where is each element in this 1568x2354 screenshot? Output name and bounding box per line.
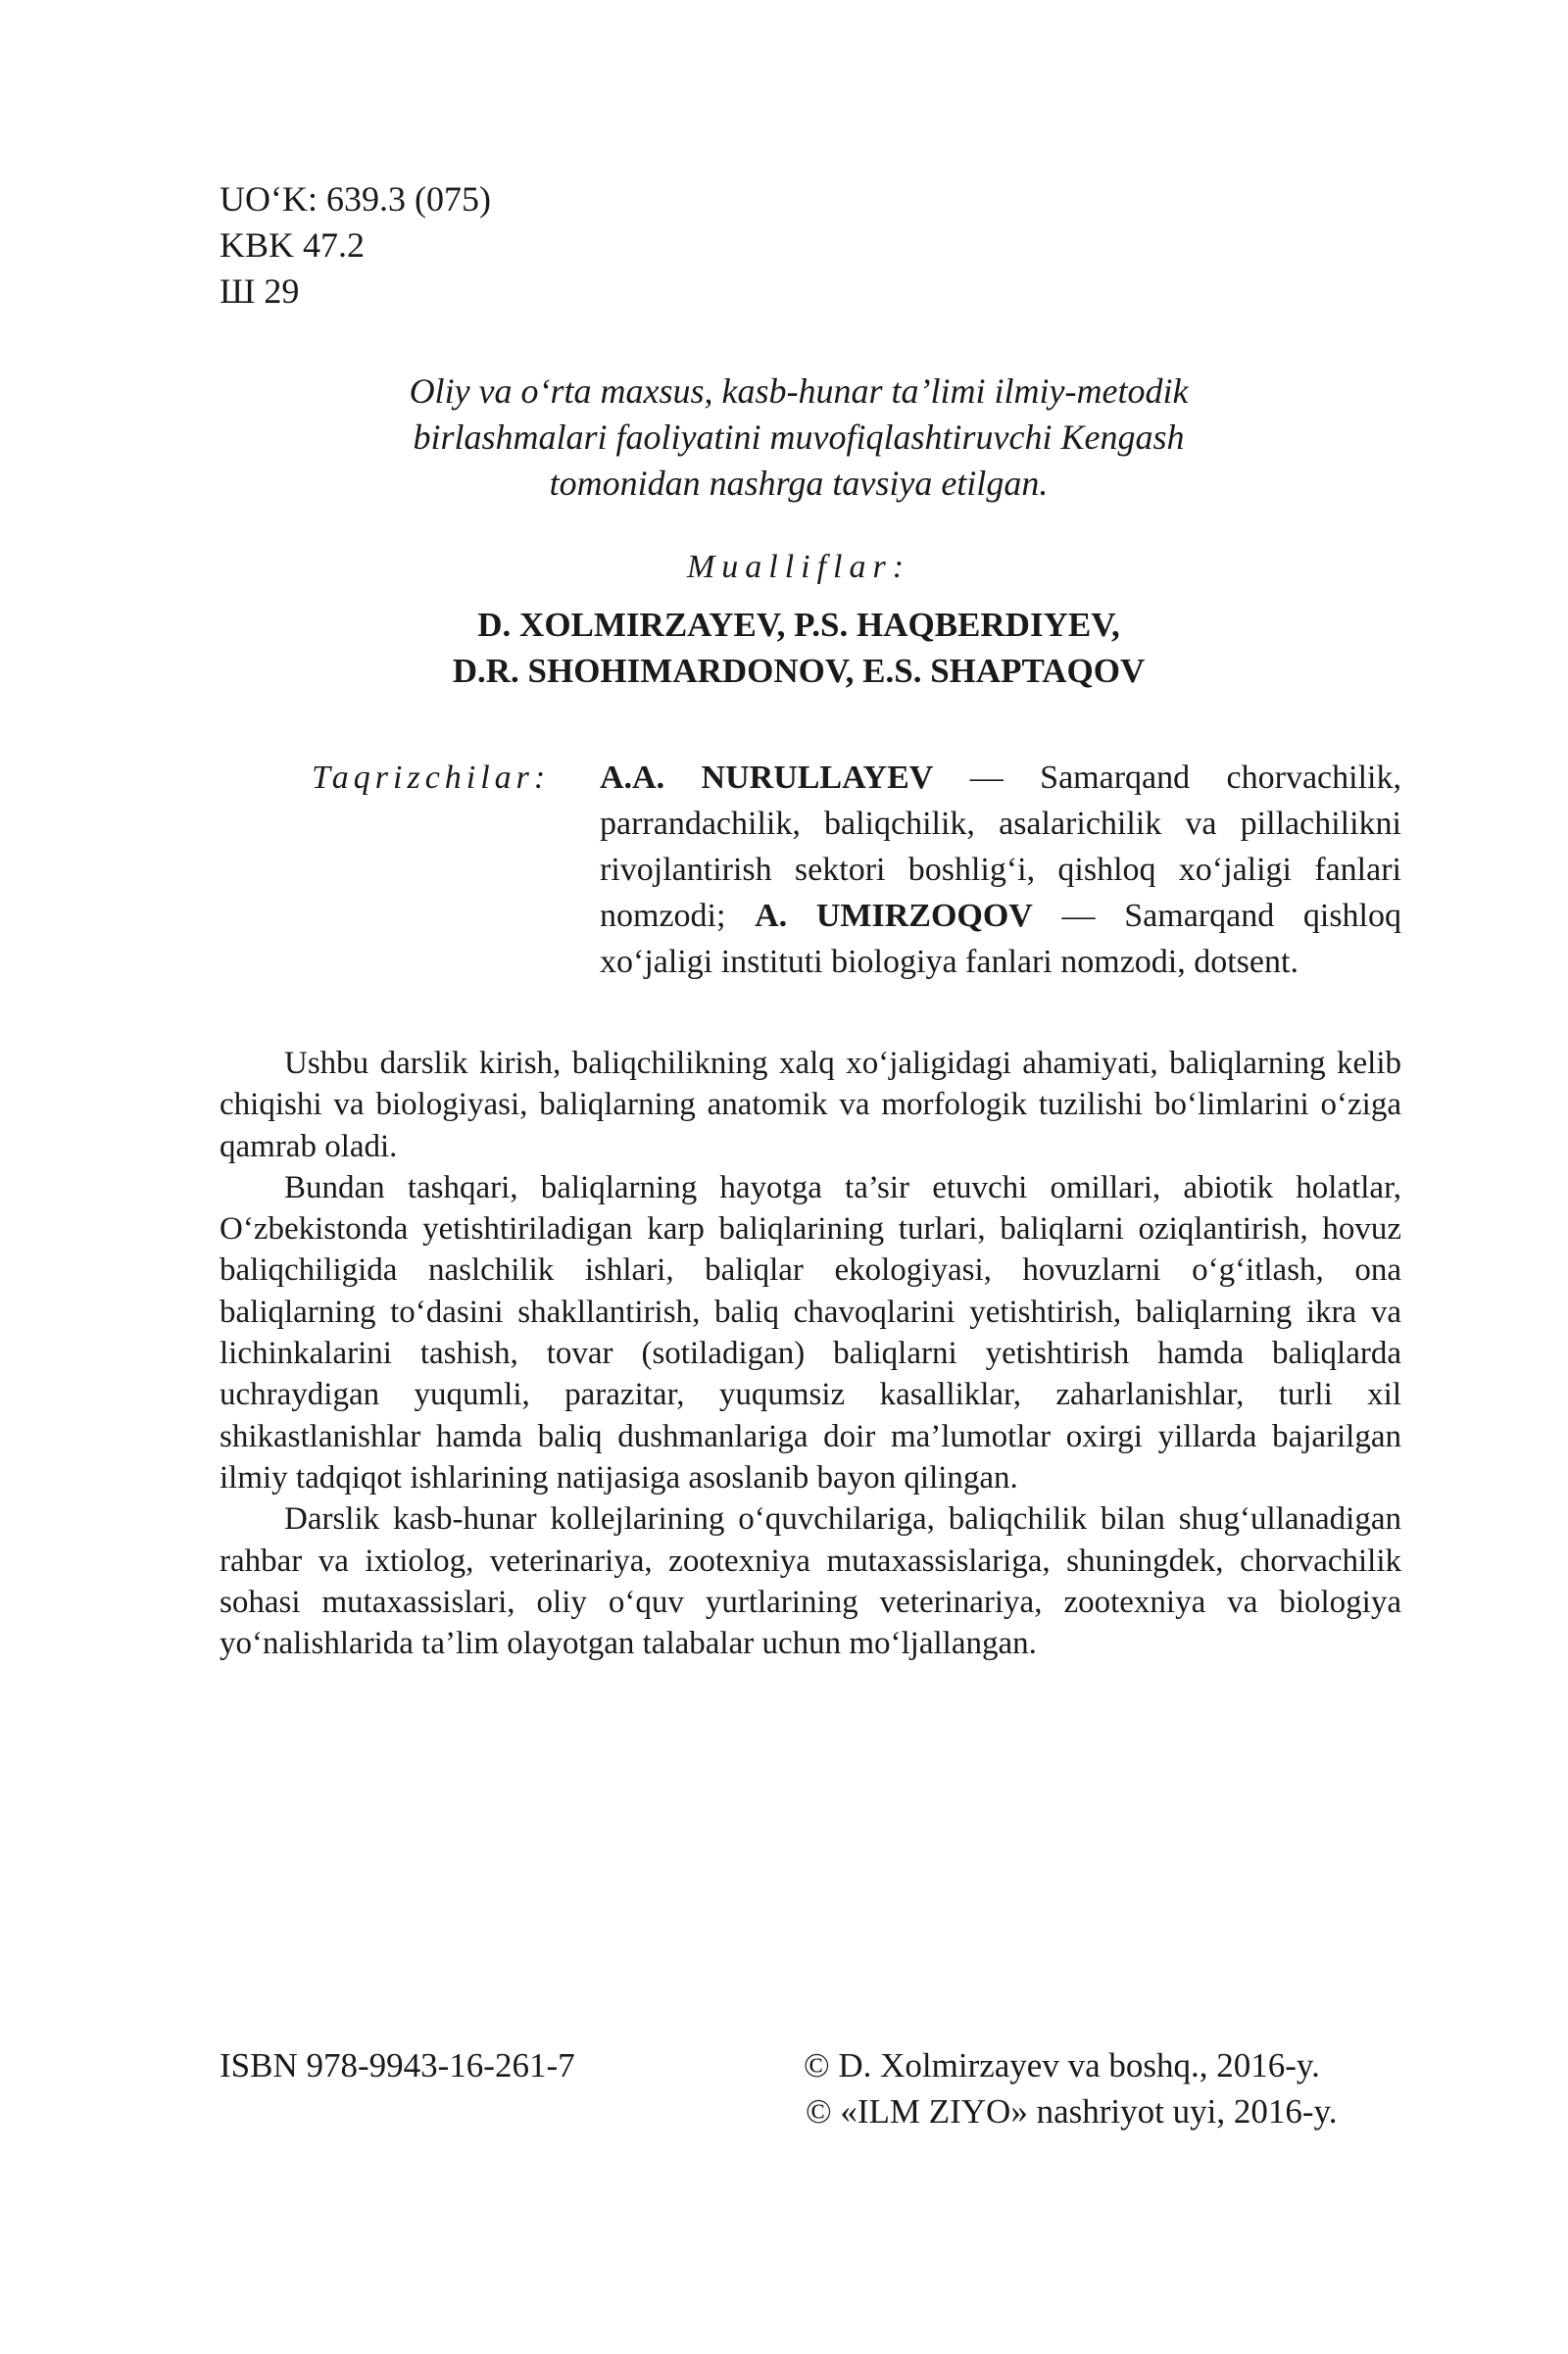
book-abstract — [220, 1043, 1401, 1664]
reviewer-name: A.A. NURULLAYEV — [600, 760, 934, 796]
reviewers-text — [600, 755, 1401, 985]
approval-line: tomonidan nashrga tavsiya etilgan. — [549, 464, 1049, 503]
authors-list — [333, 602, 1264, 694]
authors-label: Mualliflar: — [686, 549, 911, 585]
udc-code: UO‘K: 639.3 (075) — [220, 179, 491, 219]
authors-line: D.R. SHOHIMARDONOV, E.S. SHAPTAQOV — [452, 652, 1146, 690]
reviewer-name: A. UMIRZOQOV — [755, 898, 1033, 934]
reviewer-description: — Samarqand qishloq xo‘jaligi instituti biologiya fanlari nomzodi, dotsent. — [600, 898, 1402, 980]
reviewers-label: Taqrizchilar: — [312, 760, 551, 796]
approval-note — [333, 368, 1264, 507]
authors-line: D. XOLMIRZAYEV, P.S. HAQBERDIYEV, — [477, 606, 1120, 644]
abstract-paragraph: Ushbu darslik kirish, baliqchilikning xalq xo‘jaligidagi ahamiyati, baliqlarning kelib chiqishi va biologiyasi, baliqlarning anatomik va morfologik tuzilishi bo‘limlarini o‘ziga qamrab oladi. — [220, 1046, 1401, 1164]
approval-line: Oliy va o‘rta maxsus, kasb-hunar ta’limi ilmiy-metodik — [409, 371, 1189, 411]
catalog-codes — [220, 176, 491, 315]
author-mark: Ш 29 — [220, 271, 300, 311]
copyright-notice — [804, 2042, 1337, 2134]
abstract-paragraph: Bundan tashqari, baliqlarning hayotga ta’sir etuvchi omillari, abiotik holatlar, O‘zbekistonda yetishtiriladigan karp baliqlarining turlari, baliqlarni oziqlantirish, hovuz baliqchiligida naslchilik ishlari, baliqlar ekologiyasi, hovuzlarni o‘g‘itlash, ona baliqlarning to‘dasini shakllantirish, baliq chavoqlarini yetishtirish, baliqlarning ikra va lichinkalarini tashish, tovar (sotiladigan) baliqlarni yetishtirish hamda baliqlarda uchraydigan yuqumli, parazitar, yuqumsiz kasalliklar, zaharlanishlar, turli xil shikastlanishlar hamda baliq dushmanlariga doir ma’lumotlar oxirgi yillarda bajarilgan ilmiy tadqiqot ishlarining natijasiga asoslanib bayon qilingan. — [220, 1169, 1401, 1496]
copyright-line: © D. Xolmirzayev va boshq., 2016-y. — [804, 2046, 1320, 2084]
abstract-paragraph: Darslik kasb-hunar kollejlarining o‘quvchilariga, baliqchilik bilan shug‘ullanadigan rahbar va ixtiolog, veterinariya, zootexniya mutaxassislariga, shuningdek, chorvachilik sohasi mutaxassislari, oliy o‘quv yurtlarining veterinariya, zootexniya va biologiya yo‘nalishlarida ta’lim olayotgan talabalar uchun mo‘ljallangan. — [220, 1501, 1401, 1662]
approval-line: birlashmalari faoliyatini muvofiqlashtiruvchi Kengash — [413, 417, 1185, 457]
copyright-line: © «ILM ZIYO» nashriyot uyi, 2016-y. — [806, 2092, 1338, 2131]
bbk-code: KBK 47.2 — [220, 225, 366, 265]
isbn-number: ISBN 978-9943-16-261-7 — [220, 2046, 575, 2084]
reviewer-description: — Samarqand chorvachilik, parrandachilik, baliqchilik, asalarichilik va pillachilikni rivojlantirish sektori boshlig‘i, qishloq xo‘jaligi fanlari nomzodi; — [600, 760, 1401, 934]
